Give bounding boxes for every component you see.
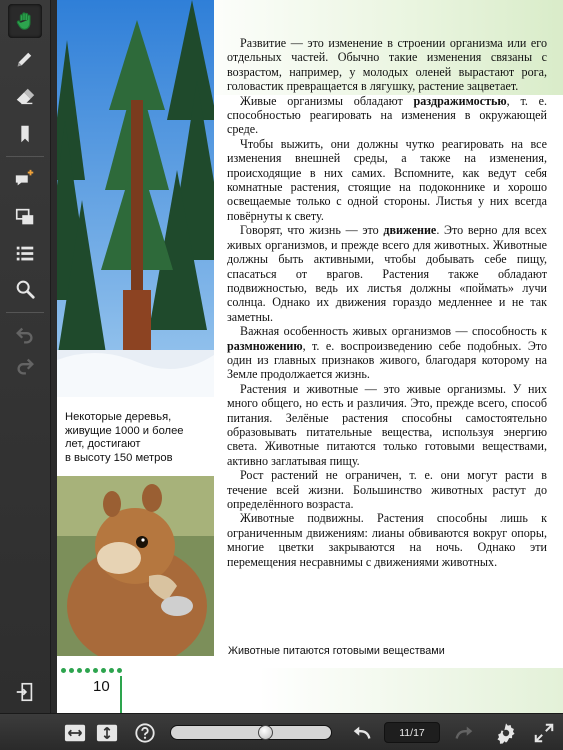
- key-term: движение: [383, 223, 437, 238]
- fullscreen-icon: [533, 722, 555, 744]
- paragraph: Развитие — это изменение в строении организма или его отдельных частей. Обычно такие изменения связаны с возрастом, например, у молодых оленей вырастают рога, головастик превращается в лягушку, растение зацветает.: [227, 36, 547, 94]
- eraser-tool-button[interactable]: [8, 80, 42, 114]
- fit-width-button[interactable]: [61, 719, 89, 747]
- paragraph: Животные подвижны. Растения способны лишь к ограниченным движениям: лианы обвиваются вокруг опоры, многие цветки закрываются на ночь. Однако эти перемещения несравнимы с движениями животных.: [227, 511, 547, 569]
- eraser-icon: [14, 86, 36, 108]
- key-term: размножению: [227, 338, 303, 353]
- forward-icon: [453, 722, 475, 744]
- table-of-contents-icon: [14, 243, 36, 265]
- tree-caption: Некоторые деревья, живущие 1000 и более лет, достигают в высоту 150 метров: [65, 411, 184, 464]
- help-button[interactable]: [131, 719, 159, 747]
- squirrel-photo: [57, 476, 214, 656]
- bottom-toolbar: [0, 713, 563, 750]
- back-button[interactable]: [348, 719, 376, 747]
- hand-icon: [14, 10, 36, 32]
- tree-photo: [57, 0, 214, 397]
- search-icon: [14, 278, 36, 300]
- back-icon: [351, 722, 373, 744]
- page-thumbnails-icon: [14, 206, 36, 228]
- bookmark-tool-button[interactable]: [8, 117, 42, 151]
- fullscreen-button[interactable]: [530, 719, 558, 747]
- pencil-tool-button[interactable]: [8, 42, 42, 76]
- exit-button[interactable]: [8, 675, 42, 709]
- exit-icon: [14, 681, 36, 703]
- gear-icon: [495, 722, 517, 744]
- page-footer-gradient: [57, 668, 563, 713]
- page-slider-thumb[interactable]: [258, 725, 273, 740]
- page-text: [227, 36, 547, 569]
- undo-icon: [14, 324, 36, 346]
- fit-width-icon: [64, 722, 86, 744]
- search-button[interactable]: [8, 272, 42, 306]
- undo-button[interactable]: [8, 318, 42, 352]
- squirrel-caption: Животные питаются готовыми веществами: [228, 645, 445, 657]
- paragraph: Говорят, что жизнь — это движение. Это верно для всех живых организмов, и прежде всего для животных. Животные должны быть активными, чтобы добывать себе пищу, спасаться от врагов. Растения также обладают подвижностью, ведь их листья должны «поймать» лучи солнца. Однако их движения гораздо медленнее и не так заметны.: [227, 223, 547, 324]
- table-of-contents-button[interactable]: [8, 237, 42, 271]
- redo-icon: [14, 355, 36, 377]
- key-term: раздражимостью: [413, 93, 507, 108]
- paragraph: Растения и животные — это живые организмы. У них много общего, но есть и различия. Это, прежде всего, способ питания. Зелёные растения способны самостоятельно образовывать питательные вещества, используя энергию света. Животные питаются только готовыми веществами, активно заглатывая пищу.: [227, 381, 547, 468]
- hand-tool-button[interactable]: [8, 4, 42, 38]
- paragraph: Живые организмы обладают раздражимостью, т. е. способностью реагировать на изменения в окружающей среде.: [227, 93, 547, 137]
- pencil-icon: [14, 48, 36, 70]
- paragraph: Рост растений не ограничен, т. е. они могут расти в течение всей жизни. Большинство животных растут до определённого возраста.: [227, 468, 547, 511]
- page-number: 10: [93, 678, 110, 695]
- settings-button[interactable]: [492, 719, 520, 747]
- forward-button[interactable]: [450, 719, 478, 747]
- help-icon: [134, 722, 156, 744]
- page-number-dots: [61, 668, 125, 674]
- page-thumbnails-button[interactable]: [8, 200, 42, 234]
- paragraph: Важная особенность живых организмов — способность к размножению, т. е. воспроизведению себе подобных. Это один из главных признаков живого, благодаря которому на Земле продолжается жизнь.: [227, 324, 547, 382]
- page-indicator[interactable]: 11/17: [384, 722, 440, 743]
- book-page[interactable]: [57, 0, 563, 713]
- redo-button[interactable]: [8, 349, 42, 383]
- page-slider[interactable]: [170, 725, 332, 740]
- add-note-button[interactable]: [8, 162, 42, 196]
- left-toolbar: [0, 0, 51, 713]
- add-note-icon: [14, 168, 36, 190]
- fit-height-button[interactable]: [93, 719, 121, 747]
- page-number-divider: [120, 676, 122, 713]
- paragraph: Чтобы выжить, они должны чутко реагировать на все изменения внешней среды, а также на изменения, происходящие в них самих. Вспомните, как ведут себя комнатные растения, стоящие на подоконнике и хорошо освещаемые только с одной стороны. Листья у них всегда повёрнуты к свету.: [227, 136, 547, 223]
- fit-height-icon: [96, 722, 118, 744]
- bookmark-icon: [14, 123, 36, 145]
